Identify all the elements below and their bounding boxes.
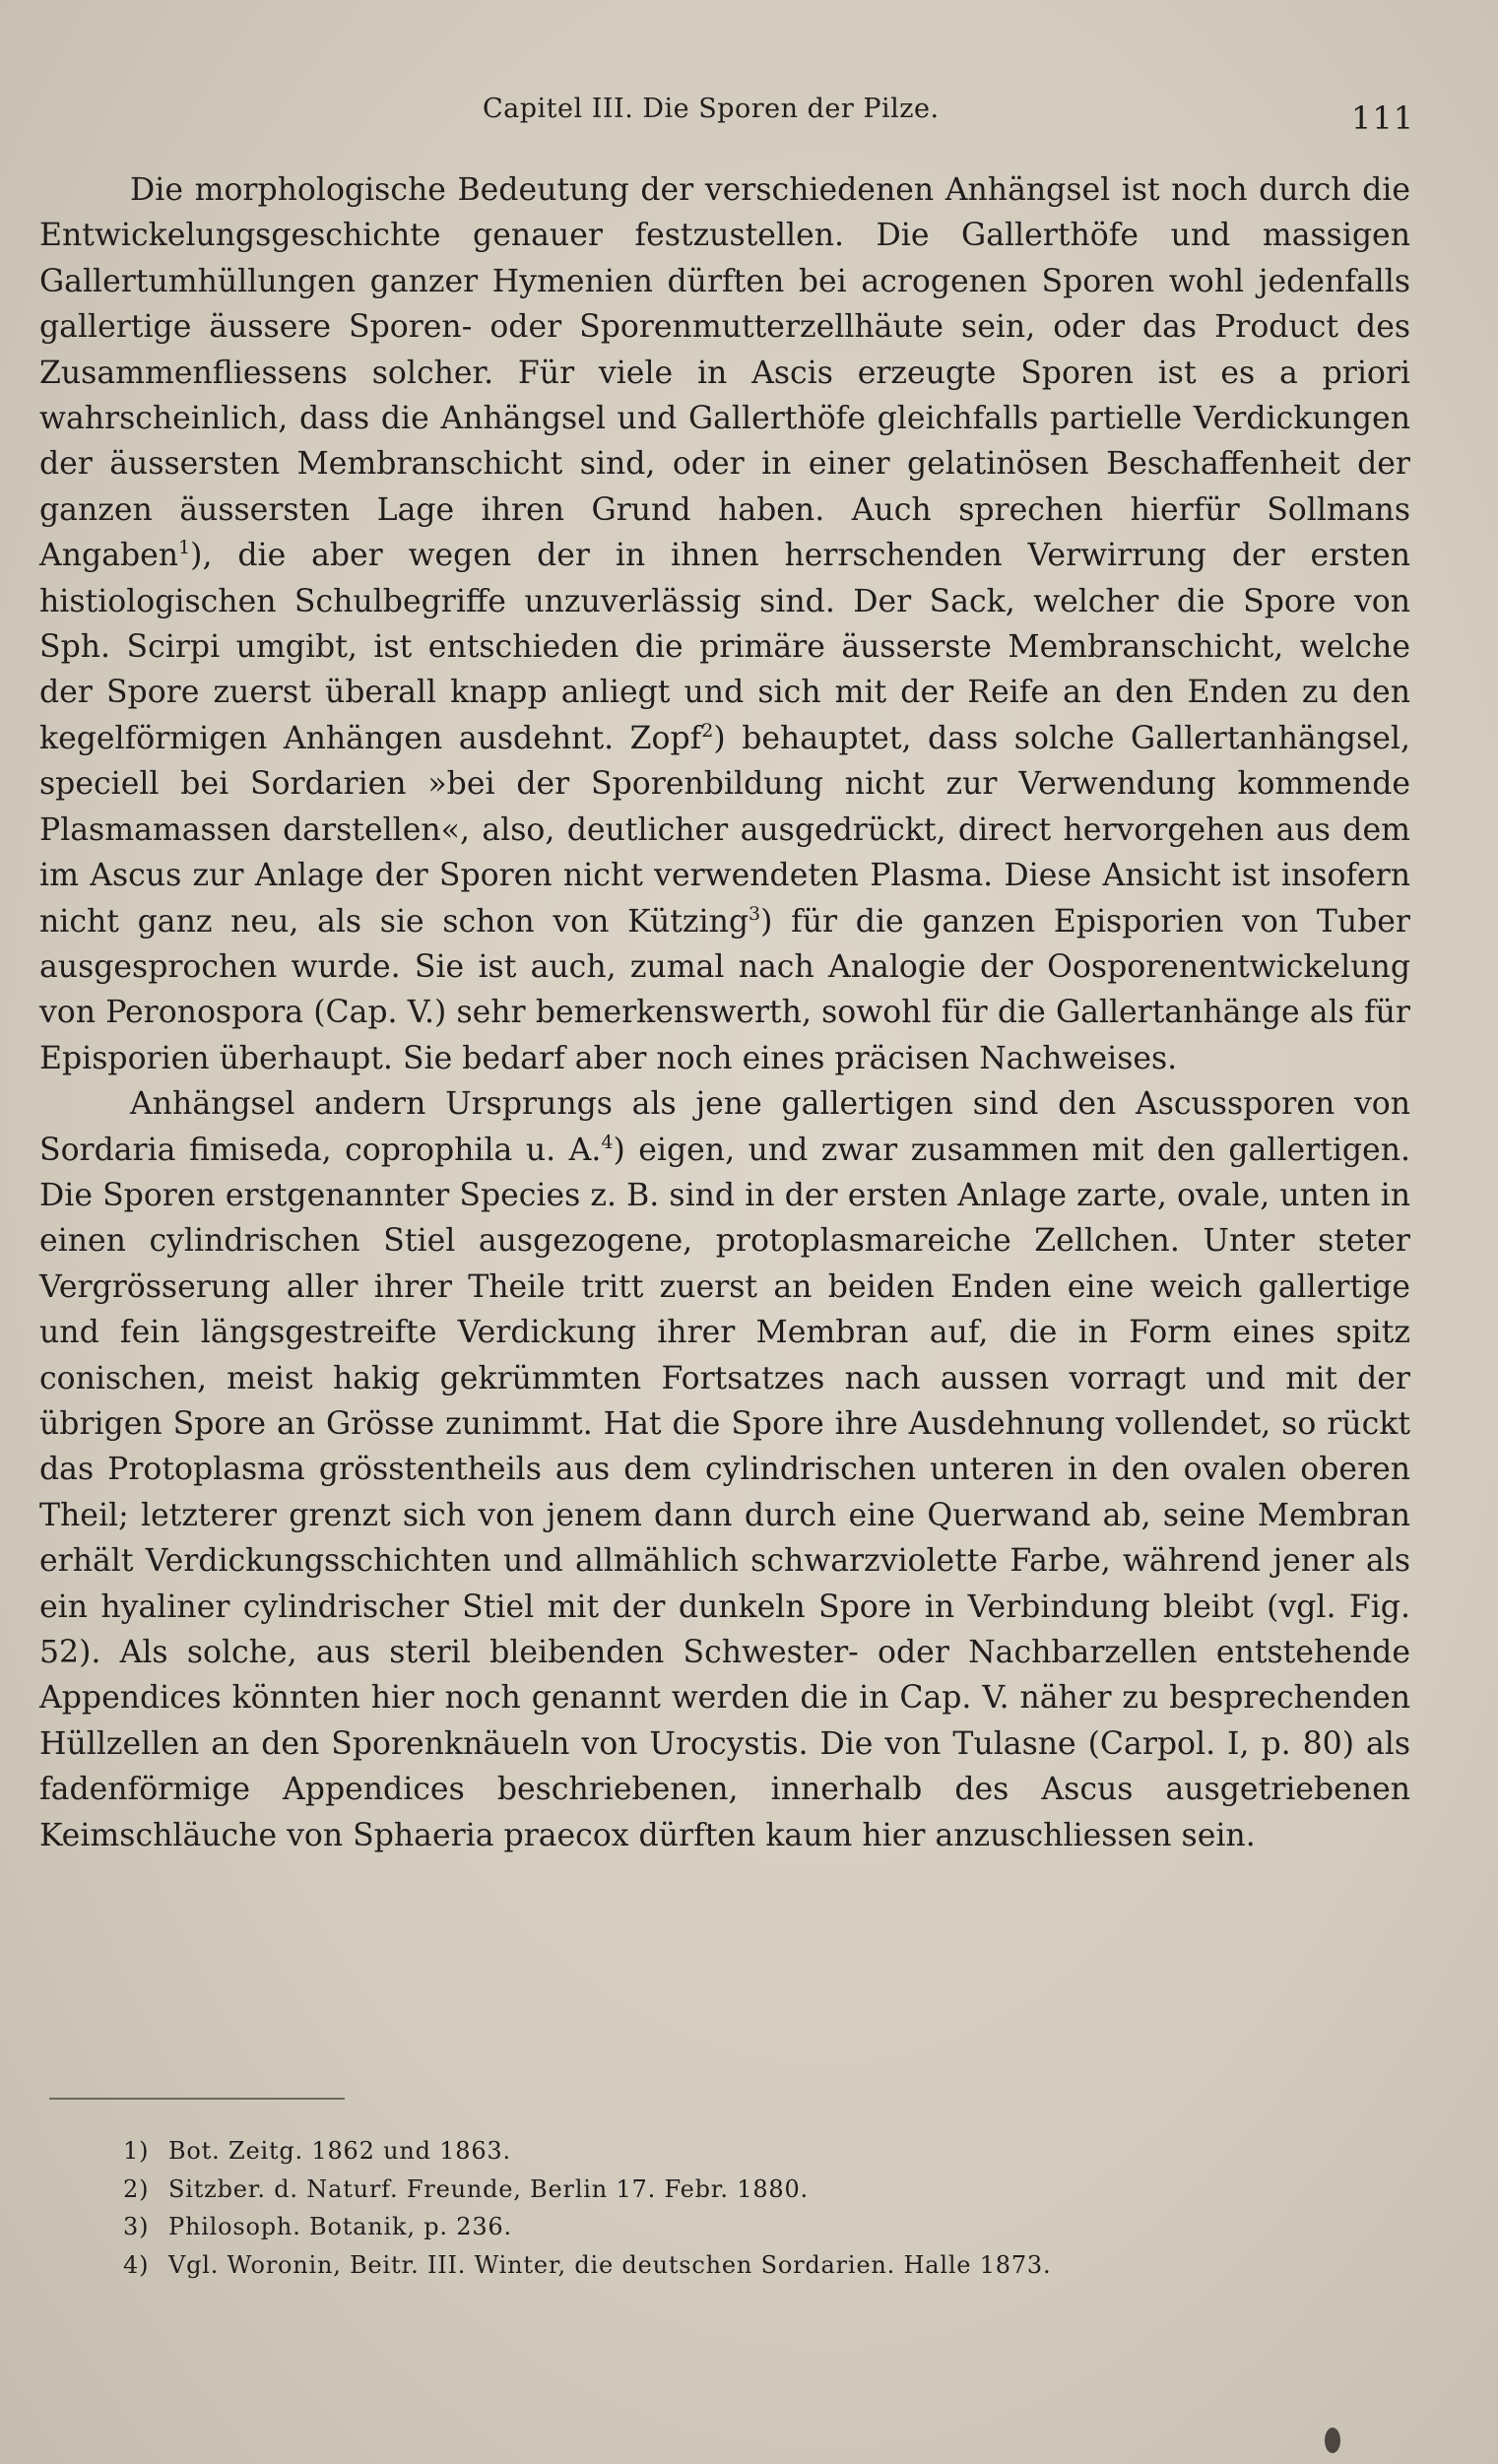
footnote-ref-4: 4	[601, 1131, 614, 1153]
footnote-4	[123, 2246, 1305, 2285]
footnote-number: 2)	[123, 2174, 150, 2203]
footnote-text: Sitzber. d. Naturf. Freunde, Berlin 17. Febr. 1880.	[168, 2174, 809, 2203]
paragraph-1-text-d: ) für die ganzen Episporien von Tuber ausgesprochen wurde. Sie ist auch, zumal nach Analogie der Oosporenentwickelung von Peronospora (Cap. V.) sehr bemerkenswerth, sowohl für die Gallertanhänge als für Episporien überhaupt. Sie bedarf aber noch eines präcisen Nachweises.	[39, 903, 1410, 1076]
body-text	[39, 167, 1410, 1858]
footnote-number: 1)	[123, 2137, 150, 2165]
paragraph-2-text-a: Anhängsel andern Ursprungs als jene gallertigen sind den Ascussporen von Sordaria fimiseda, coprophila u. A.	[39, 1086, 1410, 1168]
running-head: Capitel III. Die Sporen der Pilze.	[483, 94, 940, 124]
footnote-text: Bot. Zeitg. 1862 und 1863.	[168, 2137, 511, 2165]
page-number: 111	[1351, 99, 1415, 137]
footnote-2	[123, 2171, 1305, 2209]
footnote-text: Vgl. Woronin, Beitr. III. Winter, die deutschen Sordarien. Halle 1873.	[168, 2250, 1052, 2279]
footnotes	[123, 2132, 1305, 2284]
footnote-1	[123, 2132, 1305, 2171]
page-header	[0, 94, 1498, 137]
footnote-separator-rule	[49, 2098, 345, 2100]
footnote-ref-3: 3	[749, 902, 761, 925]
paragraph-2	[39, 1081, 1410, 1858]
paragraph-2-text-b: ) eigen, und zwar zusammen mit den gallertigen. Die Sporen erstgenannter Species z. B. sind in der ersten Anlage zarte, ovale, unten in einen cylindrischen Stiel ausgezogene, protoplasmareiche Zellchen. Unter steter Vergrösserung aller ihrer Theile tritt zuerst an beiden Enden eine weich gallertige und fein längsgestreifte Verdickung ihrer Membran auf, die in Form eines spitz conischen, meist hakig gekrümmten Fortsatzes nach aussen vorragt und mit der übrigen Spore an Grösse zunimmt. Hat die Spore ihre Ausdehnung vollendet, so rückt das Protoplasma grösstentheils aus dem cylindrischen unteren in den ovalen oberen Theil; letzterer grenzt sich von jenem dann durch eine Querwand ab, seine Membran erhält Verdickungsschichten und allmählich schwarzviolette Farbe, während jener als ein hyaliner cylindrischer Stiel mit der dunkeln Spore in Verbindung bleibt (vgl. Fig. 52). Als solche, aus steril bleibenden Schwester- oder Nachbarzellen entstehende Appendices könnten hier noch genannt werden die in Cap. V. näher zu besprechenden Hüllzellen an den Sporenknäueln von Urocystis. Die von Tulasne (Carpol. I, p. 80) als fadenförmige Appendices beschriebenen, innerhalb des Ascus ausgetriebenen Keimschläuche von Sphaeria praecox dürften kaum hier anzuschliessen sein.	[39, 1132, 1410, 1853]
footnote-number: 4)	[123, 2250, 150, 2279]
paragraph-1	[39, 167, 1410, 1081]
footnote-3	[123, 2208, 1305, 2246]
footnote-text: Philosoph. Botanik, p. 236.	[168, 2213, 512, 2240]
footnote-number: 3)	[123, 2213, 150, 2240]
paragraph-1-text-a: Die morphologische Bedeutung der verschiedenen Anhängsel ist noch durch die Entwickelungsgeschichte genauer festzustellen. Die Gallerthöfe und massigen Gallertumhüllungen ganzer Hymenien dürften bei acrogenen Sporen wohl jedenfalls gallertige äussere Sporen- oder Sporenmutterzellhäute sein, oder das Product des Zusammenfliessens solcher. Für viele in Ascis erzeugte Sporen ist es a priori wahrscheinlich, dass die Anhängsel und Gallerthöfe gleichfalls partielle Verdickungen der äussersten Membranschicht sind, oder in einer gelatinösen Beschaffenheit der ganzen äussersten Lage ihren Grund haben. Auch sprechen hierfür Sollmans Angaben	[39, 172, 1410, 574]
paragraph-1-text-c: ) behauptet, dass solche Gallertanhängsel, speciell bei Sordarien »bei der Sporenbildung nicht zur Verwendung kommende Plasmamassen darstellen«, also, deutlicher ausgedrückt, direct hervorgehen aus dem im Ascus zur Anlage der Sporen nicht verwendeten Plasma. Diese Ansicht ist insofern nicht ganz neu, als sie schon von Kützing	[39, 720, 1410, 940]
paragraph-1-text-b: ), die aber wegen der in ihnen herrschenden Verwirrung der ersten histiologischen Schulbegriffe unzuverlässig sind. Der Sack, welcher die Spore von Sph. Scirpi umgibt, ist entschieden die primäre äusserste Membranschicht, welche der Spore zuerst überall knapp anliegt und sich mit der Reife an den Enden zu den kegelförmigen Anhängen ausdehnt. Zopf	[39, 538, 1410, 756]
footnote-ref-2: 2	[701, 719, 714, 742]
ink-smudge	[1325, 2428, 1340, 2453]
footnote-ref-1: 1	[178, 537, 191, 559]
